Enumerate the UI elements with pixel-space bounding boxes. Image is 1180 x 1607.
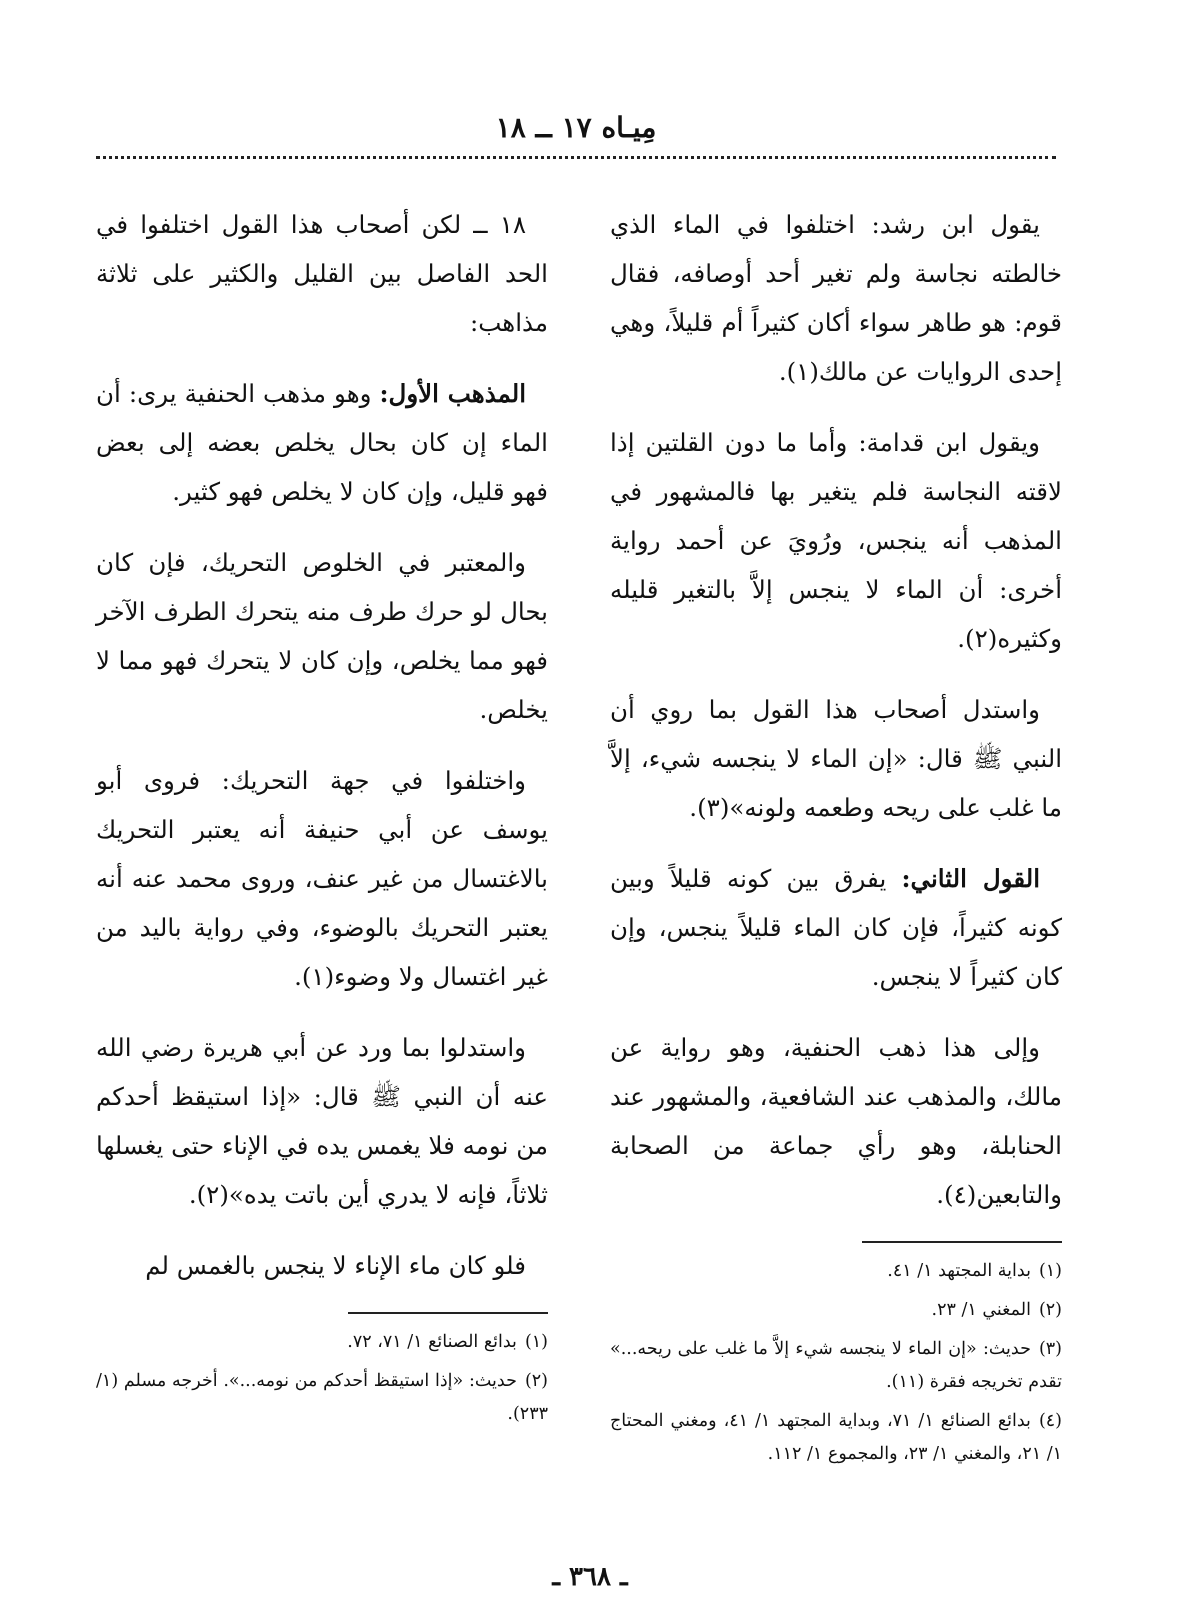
footnote-number: (٢) bbox=[1038, 1300, 1062, 1320]
paragraph: وإلى هذا ذهب الحنفية، وهو رواية عن مالك، والمذهب عند الشافعية، والمشهور عند الحنابلة، وهو رأي جماعة من الصحابة والتابعين(٤). bbox=[610, 1033, 1062, 1209]
footnote bbox=[610, 1255, 1062, 1288]
footnote-text: بدائع الصنائع ١/ ٧١، ٧٢. bbox=[347, 1332, 517, 1352]
paragraph: والمعتبر في الخلوص التحريك، فإن كان بحال لو حرك طرف منه يتحرك الطرف الآخر فهو مما يخلص، وإن كان لا يتحرك فهو مما لا يخلص. bbox=[96, 548, 548, 724]
paragraph: واستدل أصحاب هذا القول بما روي أن النبي ﷺ قال: «إن الماء لا ينجسه شيء، إلاَّ ما غلب على ريحه وطعمه ولونه»(٣). bbox=[610, 695, 1062, 822]
paragraph: فلو كان ماء الإناء لا ينجس بالغمس لم bbox=[145, 1251, 526, 1280]
footnote-rule bbox=[862, 1241, 1062, 1243]
footnote-text: المغني ١/ ٢٣. bbox=[931, 1300, 1031, 1320]
footnote-text: حديث: «إن الماء لا ينجسه شيء إلاَّ ما غلب على ريحه...» تقدم تخريجه فقرة (١١). bbox=[610, 1339, 1062, 1392]
footnote bbox=[610, 1405, 1062, 1471]
running-header: مِيـاه ١٧ ــ ١٨ bbox=[495, 111, 657, 144]
footnote-number: (٣) bbox=[1038, 1339, 1062, 1359]
footnote-text: بداية المجتهد ١/ ٤١. bbox=[887, 1261, 1031, 1281]
footnote bbox=[96, 1365, 548, 1431]
paragraph: يقول ابن رشد: اختلفوا في الماء الذي خالطته نجاسة ولم تغير أحد أوصافه، فقال قوم: هو طاهر سواء أكان كثيراً أم قليلاً، وهي إحدى الروايات عن مالك(١). bbox=[610, 210, 1062, 386]
page-number: ـ ٣٦٨ ـ bbox=[552, 1562, 628, 1592]
paragraph-body: يفرق بين كونه قليلاً وبين كونه كثيراً، فإن كان الماء قليلاً ينجس، وإن كان كثيراً لا ينجس. bbox=[610, 864, 1062, 991]
footnote-number: (٢) bbox=[524, 1371, 548, 1391]
left-column bbox=[96, 200, 548, 1437]
footnote-text: حديث: «إذا استيقظ أحدكم من نومه...». أخرجه مسلم (١/ ٢٣٣). bbox=[96, 1371, 548, 1424]
paragraph: ويقول ابن قدامة: وأما ما دون القلتين إذا لاقته النجاسة فلم يتغير بها فالمشهور في المذهب أنه ينجس، ورُويَ عن أحمد رواية أخرى: أن الماء لا ينجس إلاَّ بالتغير قليله وكثيره(٢). bbox=[610, 428, 1062, 653]
header-dotted-rule bbox=[96, 156, 1056, 159]
footnote bbox=[610, 1294, 1062, 1327]
footnote-number: (١) bbox=[524, 1332, 548, 1352]
footnote bbox=[96, 1326, 548, 1359]
paragraph: واختلفوا في جهة التحريك: فروى أبو يوسف عن أبي حنيفة أنه يعتبر التحريك بالاغتسال من غير عنف، وروى محمد عنه أنه يعتبر التحريك بالوضوء، وفي رواية باليد من غير اغتسال ولا وضوء(١). bbox=[96, 766, 548, 991]
footnote-text: بدائع الصنائع ١/ ٧١، وبداية المجتهد ١/ ٤١، ومغني المحتاج ١/ ٢١، والمغني ١/ ٢٣، والمجموع ١/ ١١٢. bbox=[610, 1411, 1062, 1464]
paragraph-body: وهو مذهب الحنفية يرى: أن الماء إن كان بحال يخلص بعضه إلى بعض فهو قليل، وإن كان لا يخلص فهو كثير. bbox=[96, 379, 548, 506]
paragraph bbox=[610, 854, 1062, 1001]
paragraph: ١٨ ــ لكن أصحاب هذا القول اختلفوا في الحد الفاصل بين القليل والكثير على ثلاثة مذاهب: bbox=[96, 210, 548, 337]
footnote-number: (٤) bbox=[1038, 1411, 1062, 1431]
footnote-number: (١) bbox=[1038, 1261, 1062, 1281]
paragraph: واستدلوا بما ورد عن أبي هريرة رضي الله عنه أن النبي ﷺ قال: «إذا استيقظ أحدكم من نومه فلا يغمس يده في الإناء حتى يغسلها ثلاثاً، فإنه لا يدري أين باتت يده»(٢). bbox=[96, 1033, 548, 1209]
paragraph-lead: القول الثاني: bbox=[901, 864, 1040, 893]
paragraph-lead: المذهب الأول: bbox=[379, 379, 527, 408]
footnote-rule bbox=[348, 1312, 548, 1314]
footnote bbox=[610, 1333, 1062, 1399]
paragraph bbox=[96, 369, 548, 516]
right-column bbox=[610, 200, 1062, 1477]
